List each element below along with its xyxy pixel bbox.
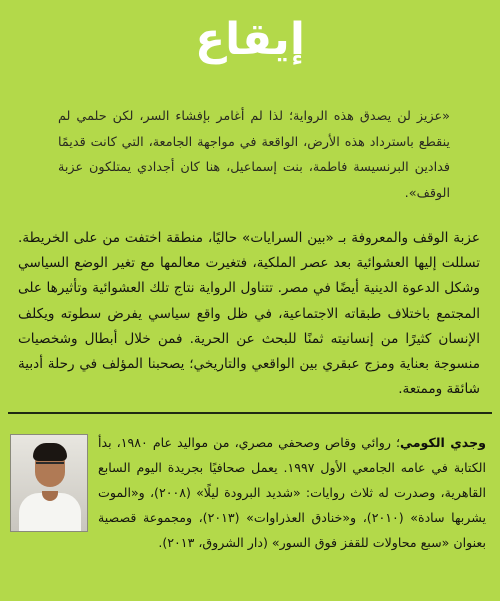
excerpt-quote: «عزيز لن يصدق هذه الرواية؛ لذا لم أغامر بإفشاء السر، لكن حلمي لم ينقطع باسترداد هذه الأرض، الواقعة في مواجهة الجامعة، التي كانت قديمًا فدادين البرنسيسة فاطمة، بنت إسماعيل، هنا كان أجدادي يمتلكون عزبة الوقف». [58, 109, 450, 201]
author-bio-text: ؛ روائي وقاص وصحفي مصري، من مواليد عام ١٩٨٠، بدأ الكتابة في عامه الجامعي الأول ١٩٩٧. يعمل صحافيًا بجريدة اليوم السابع القاهرية، وصدرت له ثلاث روايات: «شديد البرودة ليلًا» (٢٠٠٨)، و«الموت يشربها سادة» (٢٠١٠)، و«خنادق العذراوات» (٢٠١٣)، ومجموعة قصصية بعنوان «سبع محاولات للقفز فوق السور» (دار الشروق، ٢٠١٣). [98, 435, 486, 550]
author-name: وجدي الكومي [400, 435, 486, 450]
author-bio [10, 430, 486, 555]
section-divider [8, 412, 492, 414]
author-photo [10, 434, 88, 532]
synopsis-paragraph: عزبة الوقف والمعروفة بـ «بين السرايات» حاليًا، منطقة اختفت من على الخريطة. تسللت إليها العشوائية بعد عصر الملكية، فتغيرت معالمها مع تغير الوضع السياسي وشكل الدعوة الدينية أيضًا في مصر. تتناول الرواية نتاج تلك العشوائية وتأثيرها على المجتمع باختلاف طبقاته الاجتماعية، في ظل واقع سياسي يفرض سطوته ويكلف الإنسان كثيرًا من إنسانيته ثمنًا للبحث عن الحرية. فمن خلال أبطال وشخصيات منسوجة بعناية ومزج عبقري بين الواقعي والتاريخي؛ يصحبنا المؤلف في رحلة أدبية شائقة وممتعة. [18, 230, 480, 398]
series-title: إيقاع [195, 14, 305, 65]
